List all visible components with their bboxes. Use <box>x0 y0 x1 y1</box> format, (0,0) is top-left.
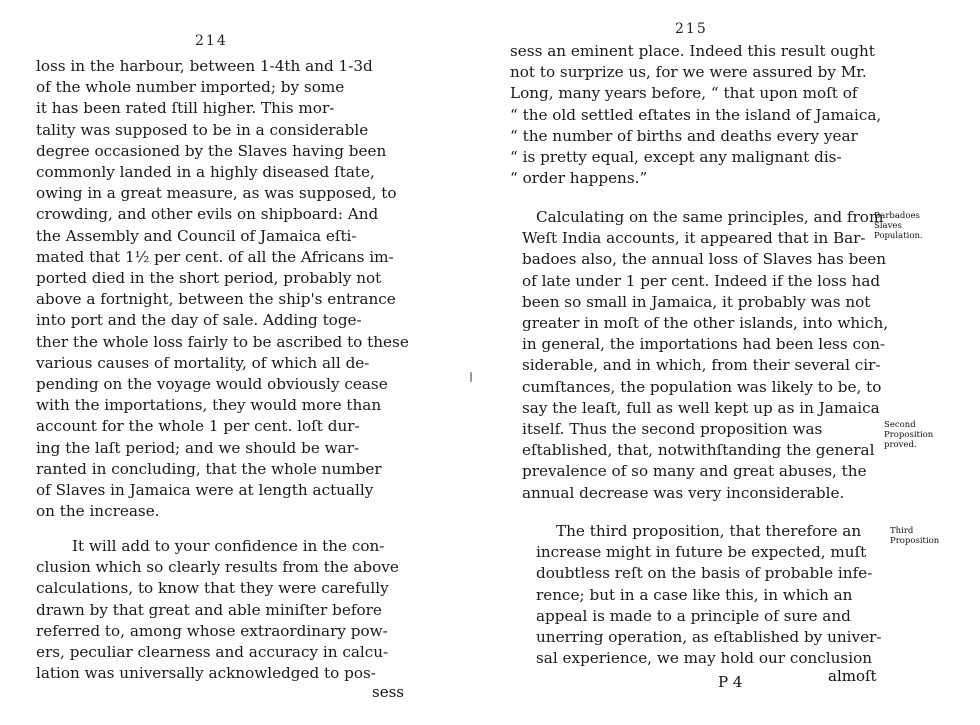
margin-note-line: Proposition <box>884 430 934 440</box>
text-line: Weſt India accounts, it appeared that in Bar- <box>522 229 866 248</box>
text-line: eſtablished, that, notwithſtanding the general <box>522 441 875 460</box>
margin-note-line: proved. <box>884 440 917 450</box>
text-line: ing the laſt period; and we should be war- <box>36 438 360 457</box>
text-line: sess an eminent place. Indeed this result ought <box>510 42 875 60</box>
text-line: appeal is made to a principle of sure and <box>536 606 851 625</box>
text-line: greater in moſt of the other islands, into which, <box>522 314 889 333</box>
text-line: say the leaſt, full as well kept up as in Jamaica <box>522 398 880 417</box>
text-line: of Slaves in Jamaica were at length actually <box>36 481 374 500</box>
text-line: increase might in future be expected, muſt <box>536 543 867 562</box>
text-line: “ order happens.” <box>510 169 648 188</box>
right-catchword: almoſt <box>828 667 877 685</box>
text-line: drawn by that great and able miniſter before <box>36 600 382 619</box>
text-line: crowding, and other evils on shipboard: And <box>36 205 379 224</box>
text-line: ported died in the short period, probably not <box>36 269 382 288</box>
text-line: the Assembly and Council of Jamaica eſti- <box>36 226 357 245</box>
text-line: prevalence of so many and great abuses, the <box>522 462 867 481</box>
text-line: commonly landed in a highly diseased ſtate, <box>36 163 375 182</box>
text-line: above a fortnight, between the ship's entrance <box>36 290 396 309</box>
text-line: “ is pretty equal, except any malignant dis- <box>510 148 842 167</box>
text-line: rence; but in a case like this, in which an <box>536 585 853 604</box>
text-line: it has been rated ſtill higher. This mor- <box>36 99 335 118</box>
text-line: clusion which so clearly results from the above <box>36 558 399 577</box>
right-paragraph-3 <box>536 521 882 669</box>
right-paragraph-1 <box>510 41 882 189</box>
text-line: account for the whole 1 per cent. loſt dur- <box>36 417 360 436</box>
text-line: various causes of mortality, of which all de- <box>36 353 370 372</box>
text-line: annual decrease was very inconsiderable. <box>522 483 845 502</box>
text-line: lation was universally acknowledged to pos- <box>36 664 376 683</box>
text-line: of the whole number imported; by some <box>36 78 345 97</box>
text-line: mated that 1½ per cent. of all the Africans im- <box>36 247 394 266</box>
text-line: in general, the importations had been less con- <box>522 335 886 354</box>
text-line: siderable, and in which, from their several cir- <box>522 356 881 375</box>
margin-note-line: Proposition <box>890 536 940 546</box>
text-line: doubtless reſt on the basis of probable infe- <box>536 564 873 583</box>
text-line: on the increase. <box>36 502 160 521</box>
left-page-number: 214 <box>195 33 228 49</box>
left-catchword: sess <box>372 683 404 701</box>
text-line: Long, many years before, “ that upon moſt of <box>510 84 858 103</box>
text-line: pending on the voyage would obviously cease <box>36 375 388 394</box>
margin-note-line: Population. <box>874 231 923 241</box>
text-line: degree occasioned by the Slaves having been <box>36 141 387 160</box>
text-line: not to surprize us, for we were assured by Mr. <box>510 63 867 82</box>
text-line: “ the number of births and deaths every year <box>510 126 858 145</box>
text-line: Calculating on the same principles, and from <box>536 208 884 226</box>
left-paragraph-2 <box>36 536 406 684</box>
text-line: It will add to your confidence in the con- <box>72 537 385 555</box>
margin-note-line: Second <box>884 420 916 430</box>
text-line: owing in a great measure, as was supposed, to <box>36 184 397 203</box>
text-line: ers, peculiar clearness and accuracy in calcu- <box>36 643 389 662</box>
text-line: unerring operation, as eſtablished by univer- <box>536 628 882 647</box>
text-line: of late under 1 per cent. Indeed if the loss had <box>522 271 881 290</box>
right-paragraph-2 <box>522 207 889 504</box>
margin-note-line: Slaves <box>874 221 902 231</box>
signature-mark: P 4 <box>718 673 743 691</box>
text-line: ther the whole loss fairly to be ascribed to these <box>36 332 409 351</box>
text-line: loss in the harbour, between 1-4th and 1-3d <box>36 57 373 75</box>
gutter-mark <box>470 372 472 382</box>
text-line: itself. Thus the second proposition was <box>522 420 823 439</box>
text-line: The third proposition, that therefore an <box>556 522 862 540</box>
text-line: into port and the day of sale. Adding toge- <box>36 311 362 330</box>
margin-note-line: Barbadoes <box>874 211 920 221</box>
left-paragraph-1 <box>36 56 409 522</box>
margin-note-line: Third <box>890 526 914 536</box>
text-line: ranted in concluding, that the whole number <box>36 459 382 478</box>
margin-note-barbadoes <box>874 211 923 241</box>
text-line: calculations, to know that they were carefully <box>36 579 389 598</box>
text-line: with the importations, they would more than <box>36 396 382 415</box>
text-line: sal experience, we may hold our conclusion <box>536 649 873 668</box>
text-line: badoes also, the annual loss of Slaves has been <box>522 250 887 269</box>
right-page-number: 215 <box>675 21 708 37</box>
text-line: referred to, among whose extraordinary pow- <box>36 621 388 640</box>
margin-note-third-proposition <box>890 526 939 546</box>
text-line: tality was supposed to be in a considerable <box>36 120 369 139</box>
text-line: been so small in Jamaica, it probably was not <box>522 292 871 311</box>
text-line: “ the old settled eſtates in the island of Jamaica, <box>510 105 882 124</box>
text-line: cumſtances, the population was likely to be, to <box>522 377 882 396</box>
margin-note-second-proposition <box>884 420 933 450</box>
